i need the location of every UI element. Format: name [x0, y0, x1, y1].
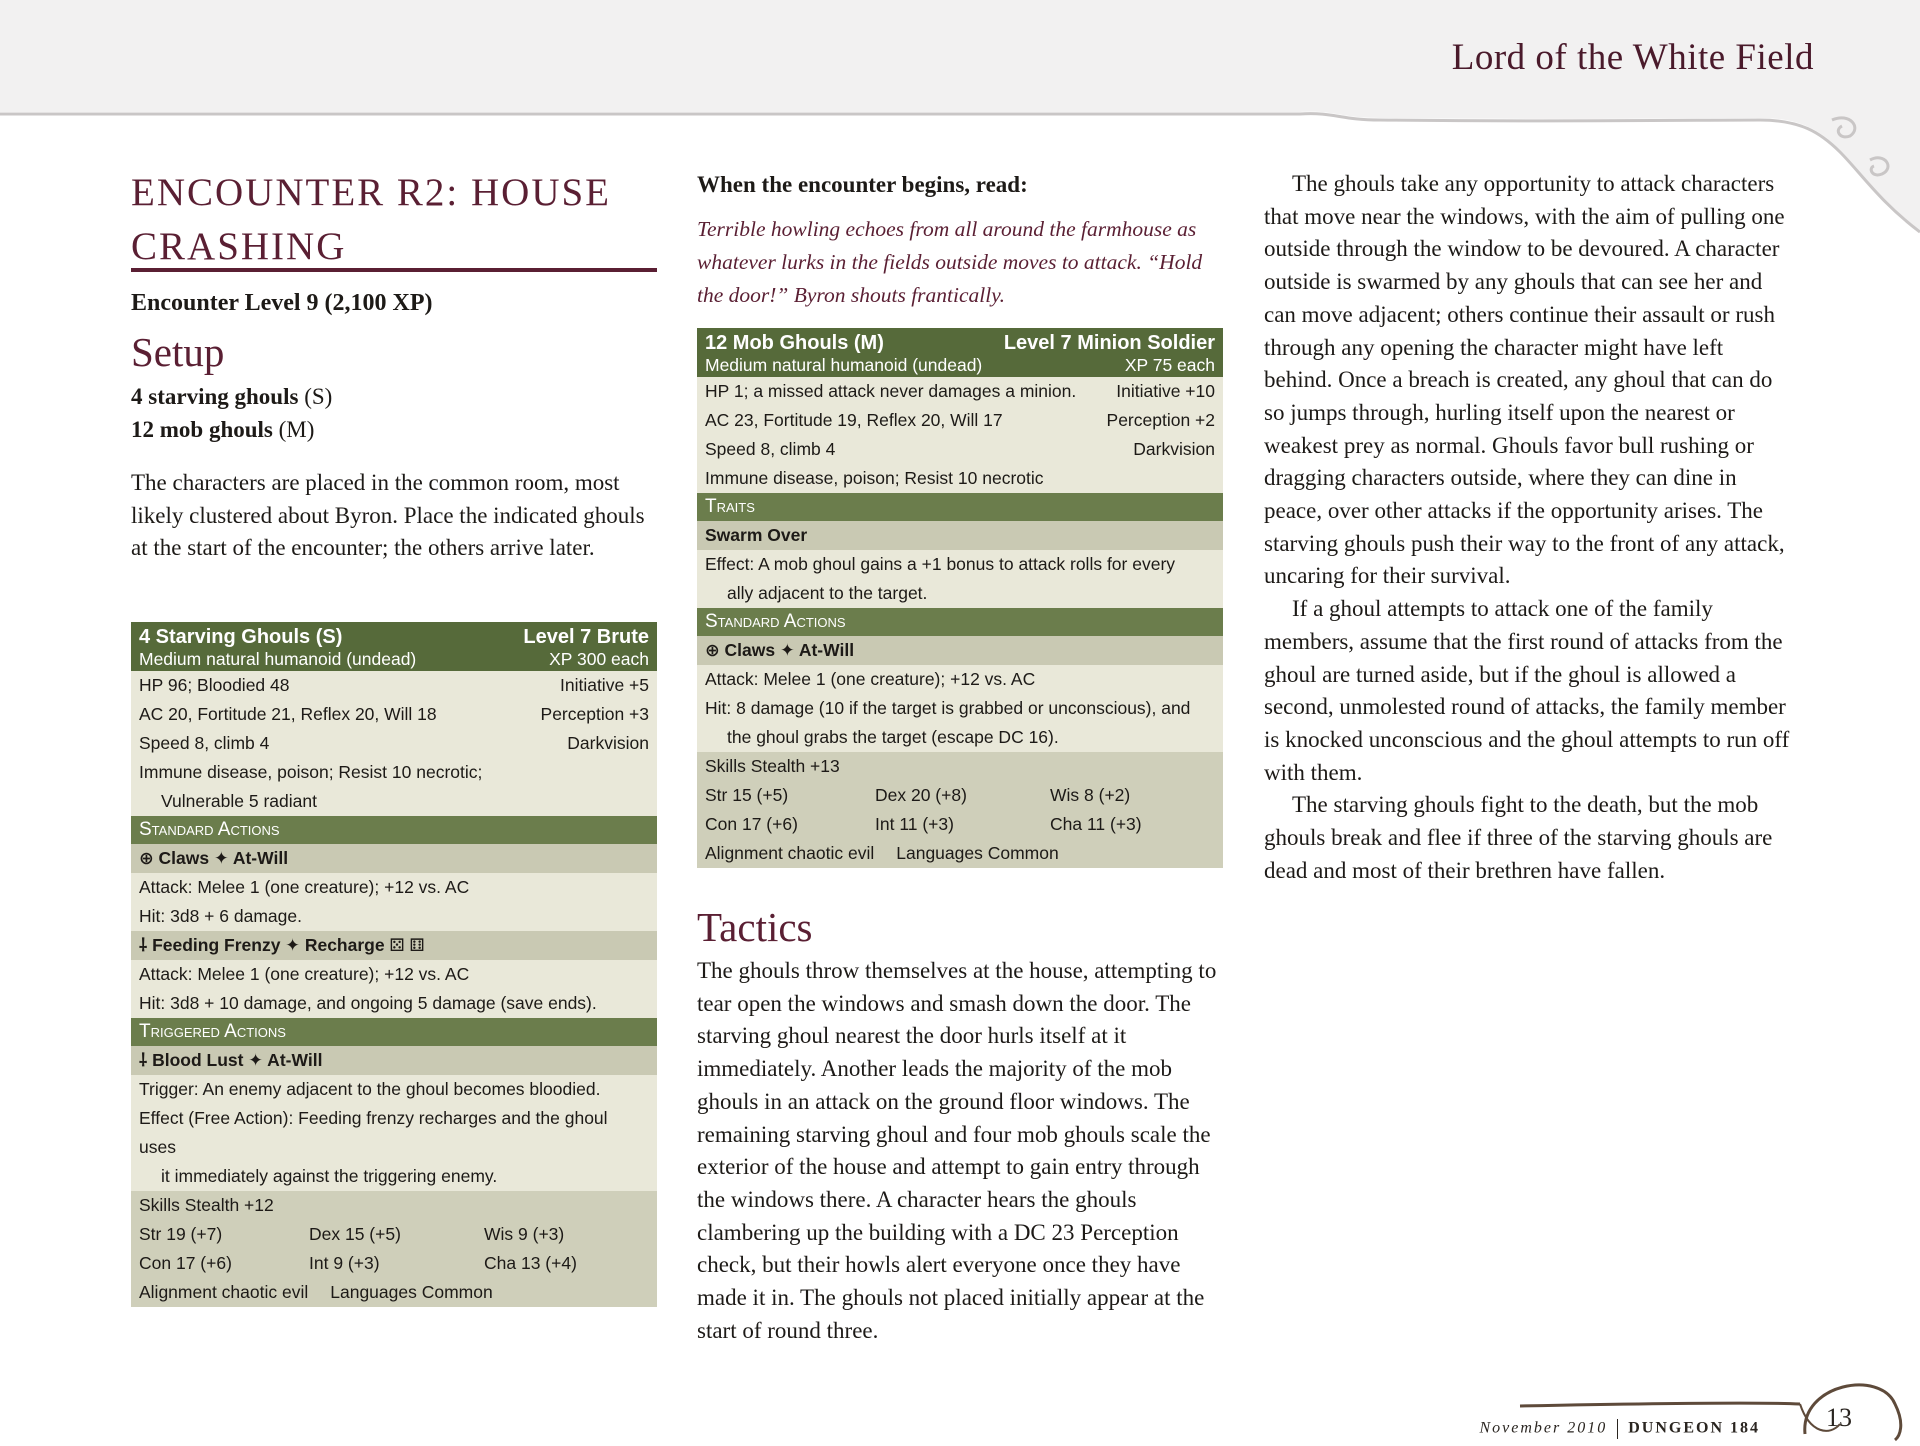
power-attack: Attack: Melee 1 (one creature); +12 vs. AC [139, 964, 470, 984]
ability-con: Con 17 (+6) [139, 1253, 232, 1273]
speed: Speed 8, climb 4 [139, 733, 270, 753]
power-name: Claws ✦ At-Will [724, 640, 855, 660]
ability-cha: Cha 11 (+3) [1050, 814, 1142, 834]
monster-xp: XP 300 each [549, 649, 649, 669]
melee-basic-icon: ⸸ [139, 935, 153, 955]
monster-name: 4 Starving Ghouls (S) [139, 626, 343, 648]
alignment: Alignment chaotic evil [705, 843, 875, 863]
ability-str: Str 15 (+5) [705, 785, 789, 805]
power-name: Blood Lust ✦ At-Will [152, 1050, 323, 1070]
setup-list [131, 380, 332, 446]
read-aloud-heading: When the encounter begins, read: [697, 172, 1028, 197]
monster-type: Medium natural humanoid (undead) [705, 355, 983, 375]
power-hit: Hit: 8 damage (10 if the target is grabbed or unconscious), and [705, 698, 1191, 718]
ability-scores [697, 810, 1223, 839]
tactics-heading: Tactics [697, 904, 813, 950]
ability-scores [131, 1220, 657, 1249]
encounter-level: Encounter Level 9 (2,100 XP) [131, 290, 433, 316]
setup-item-code: (M) [272, 417, 315, 442]
page-number: 13 [1826, 1403, 1852, 1432]
power-attack: Attack: Melee 1 (one creature); +12 vs. AC [139, 877, 470, 897]
issue-date: November 2010 [1479, 1419, 1608, 1437]
vulnerable: Vulnerable 5 radiant [161, 791, 317, 811]
ability-wis: Wis 8 (+2) [1050, 785, 1131, 805]
page-footer [1479, 1419, 1760, 1439]
column-three-text [1264, 168, 1790, 887]
trait-effect: Effect: A mob ghoul gains a +1 bonus to attack rolls for every [705, 554, 1176, 574]
monster-role: Level 7 Minion Soldier [1003, 332, 1215, 354]
defenses: AC 23, Fortitude 19, Reflex 20, Will 17 [705, 410, 1003, 430]
speed: Speed 8, climb 4 [705, 439, 836, 459]
paragraph: The starving ghouls fight to the death, but the mob ghouls break and flee if three of the starving ghouls are dead and most of their brethren have fallen. [1264, 792, 1773, 883]
initiative: Initiative +10 [1116, 381, 1215, 401]
tactics-paragraph: The ghouls throw themselves at the house, attempting to tear open the windows and smash down the door. The starving ghoul nearest the door hurls itself at it immediately. Another leads the majority of the mob ghouls in an attack on the ground floor windows. The remaining starving ghoul and four mob ghouls scale the exterior of the house and attempt to gain entry through the windows there. A character hears the ghouls clambering up the building with a DC 23 Perception check, but their howls alert everyone once they have made it in. The ghouls not placed initially appear at the start of round three. [697, 958, 1217, 1343]
setup-item-name: 12 mob ghouls [131, 417, 273, 442]
read-aloud-text: Terrible howling echoes from all around the farmhouse as whatever lurks in the fields outside moves to attack. “Hold the door!” Byron shouts frantically. [697, 217, 1203, 307]
power-name: Swarm Over [705, 525, 808, 545]
hp: HP 96; Bloodied 48 [139, 675, 290, 695]
ability-int: Int 9 (+3) [309, 1253, 380, 1273]
power-hit-cont: the ghoul grabs the target (escape DC 16). [727, 727, 1059, 747]
ability-scores [131, 1249, 657, 1278]
immunities: Immune disease, poison; Resist 10 necrotic [705, 468, 1044, 488]
melee-icon: ⊕ [139, 848, 159, 868]
ability-scores [697, 781, 1223, 810]
setup-item [131, 380, 332, 413]
perception: Perception +3 [540, 704, 649, 724]
defenses: AC 20, Fortitude 21, Reflex 20, Will 18 [139, 704, 437, 724]
section-triggered-actions: Triggered Actions [131, 1018, 657, 1046]
section-traits: Traits [697, 493, 1223, 521]
darkvision: Darkvision [567, 733, 649, 753]
ability-dex: Dex 20 (+8) [875, 785, 967, 805]
ability-con: Con 17 (+6) [705, 814, 798, 834]
magazine-name: DUNGEON 184 [1628, 1419, 1760, 1437]
power-effect: Effect (Free Action): Feeding frenzy recharges and the ghoul uses [139, 1108, 608, 1157]
power-effect-cont: it immediately against the triggering enemy. [161, 1166, 498, 1186]
monster-role: Level 7 Brute [523, 626, 649, 648]
mob-ghouls-statblock [697, 328, 1223, 868]
immunities: Immune disease, poison; Resist 10 necrotic; [139, 762, 483, 782]
power-name: Claws ✦ At-Will [158, 848, 289, 868]
power-claws [131, 844, 657, 873]
power-claws [697, 636, 1223, 665]
setup-item-name: 4 starving ghouls [131, 384, 299, 409]
ability-str: Str 19 (+7) [139, 1224, 223, 1244]
footer-divider [1617, 1419, 1618, 1439]
power-feeding-frenzy [131, 931, 657, 960]
ability-int: Int 11 (+3) [875, 814, 954, 834]
perception: Perception +2 [1106, 410, 1215, 430]
monster-xp: XP 75 each [1124, 355, 1215, 375]
initiative: Initiative +5 [559, 675, 649, 695]
power-hit: Hit: 3d8 + 10 damage, and ongoing 5 damage (save ends). [139, 993, 597, 1013]
alignment: Alignment chaotic evil [139, 1282, 309, 1302]
languages: Languages Common [330, 1282, 493, 1302]
melee-basic-icon: ⸸ [139, 1050, 153, 1070]
setup-paragraph: The characters are placed in the common room, most likely clustered about Byron. Place the indicated ghouls at the start of the encounter; the others arrive later. [131, 470, 645, 561]
setup-item [131, 413, 332, 446]
monster-type: Medium natural humanoid (undead) [139, 649, 417, 669]
title-rule [131, 268, 657, 272]
power-attack: Attack: Melee 1 (one creature); +12 vs. AC [705, 669, 1036, 689]
power-hit: Hit: 3d8 + 6 damage. [139, 906, 302, 926]
power-name: Feeding Frenzy ✦ Recharge ⚄ ⚅ [152, 935, 425, 955]
power-trigger: Trigger: An enemy adjacent to the ghoul becomes bloodied. [139, 1079, 601, 1099]
ability-cha: Cha 13 (+4) [484, 1253, 577, 1273]
starving-ghouls-statblock [131, 622, 657, 1307]
languages: Languages Common [896, 843, 1059, 863]
paragraph: The ghouls take any opportunity to attack characters that move near the windows, with the aim of pulling one outside through the window to be devoured. A character outside is swarmed by any ghouls that can see her and can move adjacent; others continue their assault or rush through any opening the character might have left behind. Once a breach is created, any ghoul that can do so jumps through, hurling itself upon the nearest or weakest prey as normal. Ghouls favor bull rushing or dragging characters outside, where they can dine in peace, over other attacks if the opportunity arises. The starving ghouls push their way to the front of any attack, uncaring for their survival. [1264, 171, 1785, 589]
statblock-header [131, 622, 657, 671]
skills: Skills Stealth +13 [705, 756, 840, 776]
ability-dex: Dex 15 (+5) [309, 1224, 401, 1244]
hp: HP 1; a missed attack never damages a minion. [705, 381, 1077, 401]
power-blood-lust [131, 1046, 657, 1075]
ability-wis: Wis 9 (+3) [484, 1224, 565, 1244]
paragraph: If a ghoul attempts to attack one of the family members, assume that the first round of attacks from the ghoul are turned aside, but if the ghoul is allowed a second, unmolested round of attacks, the family member is knocked unconscious and the ghoul attempts to run off with them. [1264, 596, 1790, 785]
statblock-header [697, 328, 1223, 377]
skills: Skills Stealth +12 [139, 1195, 274, 1215]
encounter-title: ENCOUNTER R2: HOUSE CRASHING [131, 171, 612, 268]
running-title: Lord of the White Field [1451, 37, 1814, 78]
darkvision: Darkvision [1133, 439, 1215, 459]
setup-item-code: (S) [298, 384, 333, 409]
trait-effect-cont: ally adjacent to the target. [727, 583, 928, 603]
section-standard-actions: Standard Actions [697, 608, 1223, 636]
monster-name: 12 Mob Ghouls (M) [705, 332, 884, 354]
trait-swarm-over [697, 521, 1223, 550]
melee-icon: ⊕ [705, 640, 725, 660]
section-standard-actions: Standard Actions [131, 816, 657, 844]
setup-heading: Setup [131, 329, 225, 375]
